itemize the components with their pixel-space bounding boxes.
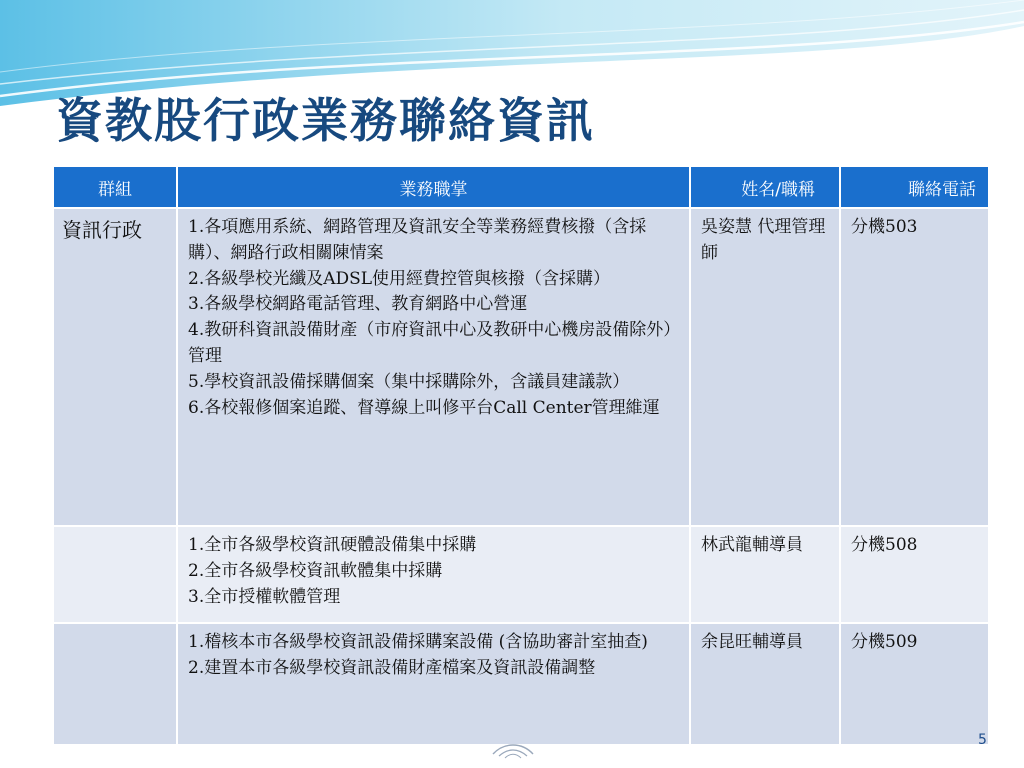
page-number: 5 <box>978 732 987 748</box>
table-row <box>53 623 989 745</box>
duties-cell: 1.各項應用系統、網路管理及資訊安全等業務經費核撥（含採購）、網路行政相關陳情案 2.各級學校光纖及ADSL使用經費控管與核撥（含採購） 3.各級學校網路電話管理、教育網路中心營運 4.教研科資訊設備財產（市府資訊中心及教研中心機房設備除外）管理 5.學校資訊設備採購個案（集中採購除外，含議員建議款） 6.各校報修個案追蹤、督導線上叫修平台Call Center管理維運 <box>177 208 690 526</box>
logo-emblem <box>490 738 536 760</box>
table-row <box>53 208 989 526</box>
phone-cell: 分機508 <box>840 526 989 623</box>
column-header-name: 姓名/職稱 <box>690 166 840 208</box>
duties-cell: 1.稽核本市各級學校資訊設備採購案設備 (含協助審計室抽查) 2.建置本市各級學校資訊設備財產檔案及資訊設備調整 <box>177 623 690 745</box>
group-cell <box>53 623 177 745</box>
column-header-phone: 聯絡電話 <box>840 166 989 208</box>
table-row <box>53 526 989 623</box>
phone-cell: 分機503 <box>840 208 989 526</box>
column-header-duties: 業務職掌 <box>177 166 690 208</box>
table-header-row <box>53 166 989 208</box>
name-cell: 林武龍輔導員 <box>690 526 840 623</box>
group-cell: 資訊行政 <box>53 208 177 526</box>
phone-cell: 分機509 <box>840 623 989 745</box>
duties-cell: 1.全市各級學校資訊硬體設備集中採購 2.全市各級學校資訊軟體集中採購 3.全市授權軟體管理 <box>177 526 690 623</box>
slide-title: 資教股行政業務聯絡資訊 <box>56 94 595 149</box>
group-cell <box>53 526 177 623</box>
name-cell: 吳姿慧 代理管理師 <box>690 208 840 526</box>
contact-table <box>52 165 990 746</box>
column-header-group: 群組 <box>53 166 177 208</box>
name-cell: 余昆旺輔導員 <box>690 623 840 745</box>
